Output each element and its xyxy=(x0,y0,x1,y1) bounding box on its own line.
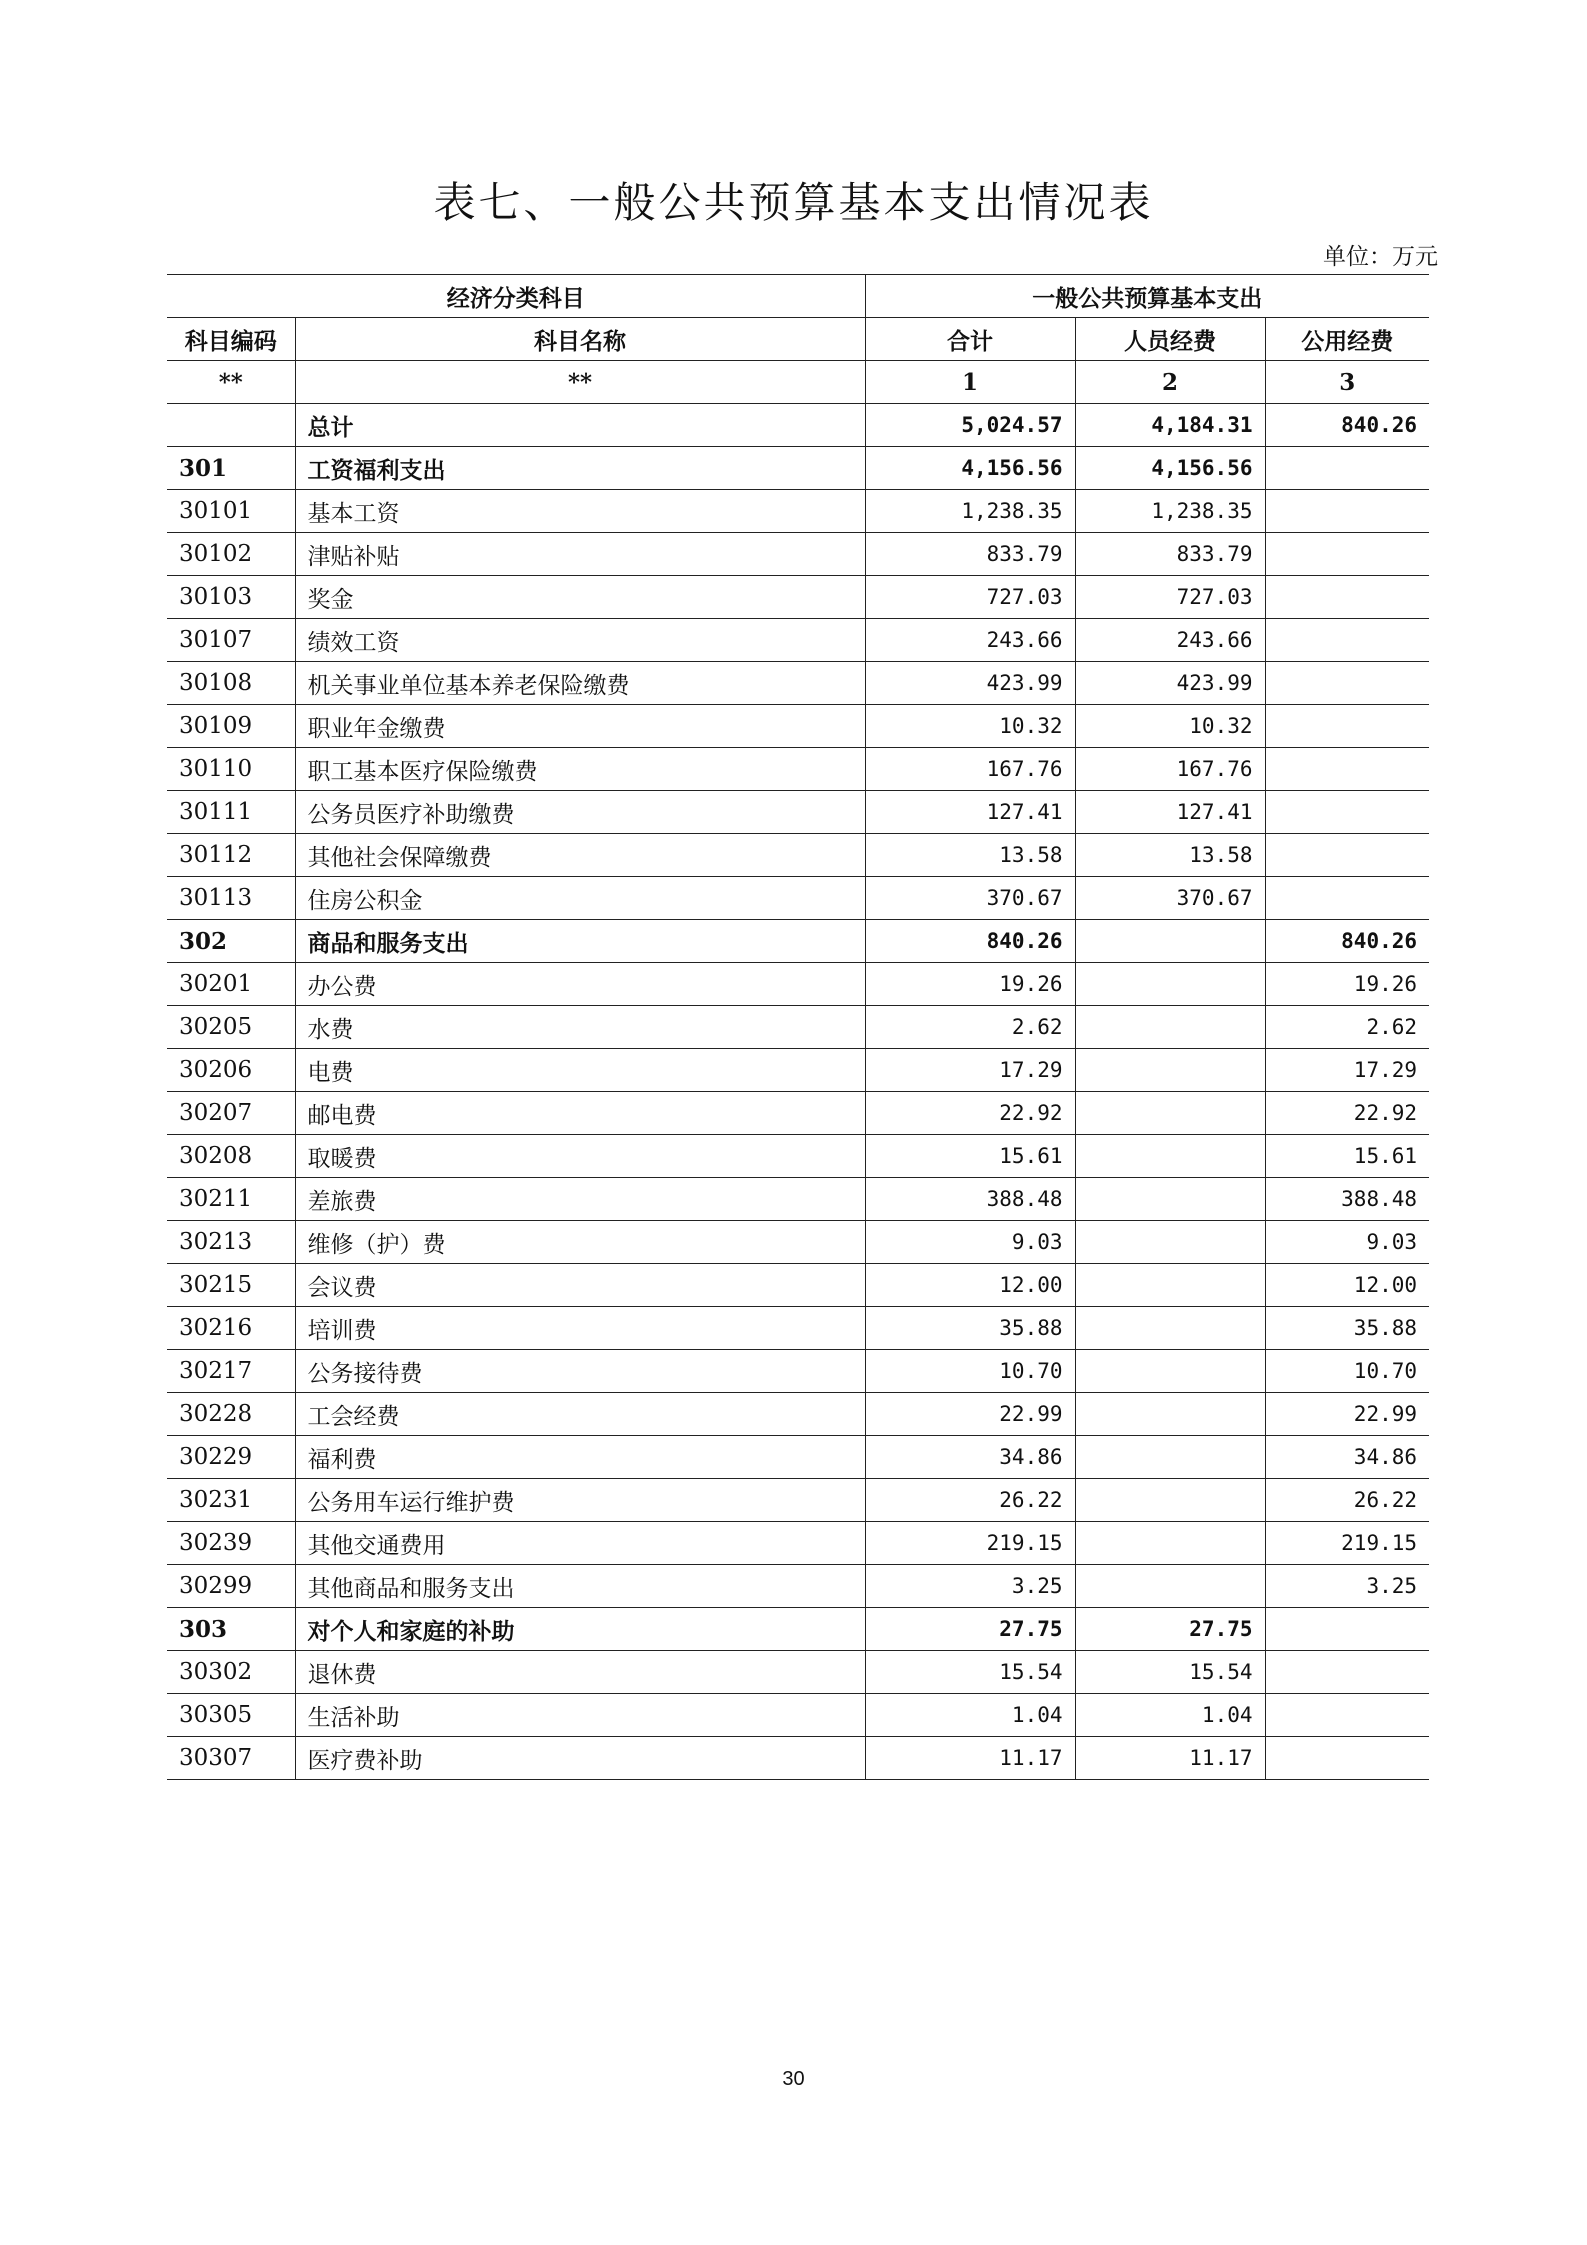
cell-code: 30215 xyxy=(167,1264,295,1307)
cell-total: 9.03 xyxy=(865,1221,1075,1264)
table-row xyxy=(167,404,1429,447)
table-row xyxy=(167,1608,1429,1651)
index-cell: ** xyxy=(295,361,865,404)
cell-total: 833.79 xyxy=(865,533,1075,576)
cell-name: 取暖费 xyxy=(295,1135,865,1178)
cell-name: 生活补助 xyxy=(295,1694,865,1737)
cell-code: 30229 xyxy=(167,1436,295,1479)
cell-public xyxy=(1265,1608,1429,1651)
cell-name: 医疗费补助 xyxy=(295,1737,865,1780)
cell-public: 12.00 xyxy=(1265,1264,1429,1307)
cell-total: 5,024.57 xyxy=(865,404,1075,447)
cell-total: 219.15 xyxy=(865,1522,1075,1565)
header-name: 科目名称 xyxy=(295,318,865,361)
cell-personnel: 10.32 xyxy=(1075,705,1265,748)
table-row xyxy=(167,1565,1429,1608)
cell-public xyxy=(1265,1694,1429,1737)
cell-personnel xyxy=(1075,1436,1265,1479)
cell-personnel: 423.99 xyxy=(1075,662,1265,705)
cell-public xyxy=(1265,1737,1429,1780)
cell-public: 26.22 xyxy=(1265,1479,1429,1522)
cell-name: 职工基本医疗保险缴费 xyxy=(295,748,865,791)
cell-total: 15.61 xyxy=(865,1135,1075,1178)
cell-public: 840.26 xyxy=(1265,920,1429,963)
cell-code: 30110 xyxy=(167,748,295,791)
cell-public xyxy=(1265,877,1429,920)
cell-code: 30102 xyxy=(167,533,295,576)
table-row xyxy=(167,1092,1429,1135)
cell-code: 30231 xyxy=(167,1479,295,1522)
cell-public xyxy=(1265,834,1429,877)
cell-code: 30101 xyxy=(167,490,295,533)
cell-total: 26.22 xyxy=(865,1479,1075,1522)
cell-personnel: 11.17 xyxy=(1075,1737,1265,1780)
cell-name: 维修（护）费 xyxy=(295,1221,865,1264)
table-row xyxy=(167,1006,1429,1049)
table-row xyxy=(167,447,1429,490)
cell-name: 商品和服务支出 xyxy=(295,920,865,963)
cell-personnel: 4,156.56 xyxy=(1075,447,1265,490)
cell-public xyxy=(1265,490,1429,533)
header-code: 科目编码 xyxy=(167,318,295,361)
cell-personnel: 370.67 xyxy=(1075,877,1265,920)
index-cell: 2 xyxy=(1075,361,1265,404)
table-row xyxy=(167,533,1429,576)
cell-name: 差旅费 xyxy=(295,1178,865,1221)
cell-personnel: 167.76 xyxy=(1075,748,1265,791)
table-row xyxy=(167,490,1429,533)
cell-personnel xyxy=(1075,1264,1265,1307)
table-row xyxy=(167,963,1429,1006)
cell-name: 机关事业单位基本养老保险缴费 xyxy=(295,662,865,705)
cell-name: 福利费 xyxy=(295,1436,865,1479)
cell-total: 243.66 xyxy=(865,619,1075,662)
cell-public xyxy=(1265,791,1429,834)
cell-name: 基本工资 xyxy=(295,490,865,533)
cell-code: 30302 xyxy=(167,1651,295,1694)
cell-total: 1,238.35 xyxy=(865,490,1075,533)
cell-total: 3.25 xyxy=(865,1565,1075,1608)
table-row xyxy=(167,920,1429,963)
table-row xyxy=(167,705,1429,748)
table-row xyxy=(167,834,1429,877)
cell-name: 公务员医疗补助缴费 xyxy=(295,791,865,834)
cell-public: 22.92 xyxy=(1265,1092,1429,1135)
cell-personnel xyxy=(1075,1350,1265,1393)
cell-total: 12.00 xyxy=(865,1264,1075,1307)
index-cell: 3 xyxy=(1265,361,1429,404)
cell-code: 30239 xyxy=(167,1522,295,1565)
table-row xyxy=(167,1737,1429,1780)
cell-public: 2.62 xyxy=(1265,1006,1429,1049)
cell-code: 30228 xyxy=(167,1393,295,1436)
header-general-budget-expenditure: 一般公共预算基本支出 xyxy=(865,275,1429,318)
cell-public: 9.03 xyxy=(1265,1221,1429,1264)
cell-total: 10.32 xyxy=(865,705,1075,748)
cell-name: 公务用车运行维护费 xyxy=(295,1479,865,1522)
cell-public: 22.99 xyxy=(1265,1393,1429,1436)
cell-name: 绩效工资 xyxy=(295,619,865,662)
cell-code: 30211 xyxy=(167,1178,295,1221)
cell-name: 其他社会保障缴费 xyxy=(295,834,865,877)
header-total: 合计 xyxy=(865,318,1075,361)
cell-public: 34.86 xyxy=(1265,1436,1429,1479)
cell-personnel: 243.66 xyxy=(1075,619,1265,662)
cell-code: 303 xyxy=(167,1608,295,1651)
cell-code: 30103 xyxy=(167,576,295,619)
cell-total: 11.17 xyxy=(865,1737,1075,1780)
cell-name: 职业年金缴费 xyxy=(295,705,865,748)
cell-public: 219.15 xyxy=(1265,1522,1429,1565)
cell-total: 22.99 xyxy=(865,1393,1075,1436)
cell-total: 15.54 xyxy=(865,1651,1075,1694)
cell-public xyxy=(1265,662,1429,705)
cell-public xyxy=(1265,576,1429,619)
cell-public: 10.70 xyxy=(1265,1350,1429,1393)
cell-code: 30305 xyxy=(167,1694,295,1737)
cell-total: 727.03 xyxy=(865,576,1075,619)
table-row xyxy=(167,576,1429,619)
table-row xyxy=(167,748,1429,791)
cell-personnel: 1,238.35 xyxy=(1075,490,1265,533)
cell-total: 22.92 xyxy=(865,1092,1075,1135)
cell-name: 会议费 xyxy=(295,1264,865,1307)
header-column-row xyxy=(167,318,1429,361)
cell-total: 35.88 xyxy=(865,1307,1075,1350)
cell-personnel: 727.03 xyxy=(1075,576,1265,619)
cell-total: 4,156.56 xyxy=(865,447,1075,490)
cell-name: 邮电费 xyxy=(295,1092,865,1135)
cell-total: 370.67 xyxy=(865,877,1075,920)
table-row xyxy=(167,1479,1429,1522)
cell-code: 30109 xyxy=(167,705,295,748)
table-row xyxy=(167,1436,1429,1479)
page-number: 30 xyxy=(782,2068,805,2090)
cell-personnel: 27.75 xyxy=(1075,1608,1265,1651)
cell-personnel xyxy=(1075,1393,1265,1436)
cell-name: 培训费 xyxy=(295,1307,865,1350)
index-cell: 1 xyxy=(865,361,1075,404)
cell-personnel xyxy=(1075,1522,1265,1565)
table-row xyxy=(167,1135,1429,1178)
cell-code: 302 xyxy=(167,920,295,963)
table-row xyxy=(167,1350,1429,1393)
cell-name: 总计 xyxy=(295,404,865,447)
cell-public xyxy=(1265,619,1429,662)
table-row xyxy=(167,619,1429,662)
cell-name: 津贴补贴 xyxy=(295,533,865,576)
header-group-row xyxy=(167,275,1429,318)
cell-personnel xyxy=(1075,1307,1265,1350)
table-row xyxy=(167,1049,1429,1092)
cell-total: 167.76 xyxy=(865,748,1075,791)
cell-personnel xyxy=(1075,920,1265,963)
cell-name: 奖金 xyxy=(295,576,865,619)
cell-personnel: 15.54 xyxy=(1075,1651,1265,1694)
cell-name: 其他商品和服务支出 xyxy=(295,1565,865,1608)
cell-code: 30216 xyxy=(167,1307,295,1350)
cell-total: 1.04 xyxy=(865,1694,1075,1737)
table-row xyxy=(167,1393,1429,1436)
cell-code: 30207 xyxy=(167,1092,295,1135)
cell-public xyxy=(1265,748,1429,791)
cell-total: 423.99 xyxy=(865,662,1075,705)
header-personnel: 人员经费 xyxy=(1075,318,1265,361)
cell-name: 公务接待费 xyxy=(295,1350,865,1393)
table-body xyxy=(167,404,1429,1780)
cell-total: 17.29 xyxy=(865,1049,1075,1092)
cell-code: 301 xyxy=(167,447,295,490)
cell-code: 30201 xyxy=(167,963,295,1006)
cell-personnel xyxy=(1075,1049,1265,1092)
cell-public: 840.26 xyxy=(1265,404,1429,447)
cell-public: 388.48 xyxy=(1265,1178,1429,1221)
cell-name: 退休费 xyxy=(295,1651,865,1694)
cell-code xyxy=(167,404,295,447)
table-row xyxy=(167,1651,1429,1694)
cell-code: 30107 xyxy=(167,619,295,662)
cell-total: 34.86 xyxy=(865,1436,1075,1479)
cell-public: 19.26 xyxy=(1265,963,1429,1006)
cell-total: 10.70 xyxy=(865,1350,1075,1393)
cell-public: 15.61 xyxy=(1265,1135,1429,1178)
cell-name: 对个人和家庭的补助 xyxy=(295,1608,865,1651)
page-title: 表七、一般公共预算基本支出情况表 xyxy=(433,178,1154,227)
cell-code: 30213 xyxy=(167,1221,295,1264)
cell-personnel xyxy=(1075,1006,1265,1049)
table-row xyxy=(167,1178,1429,1221)
cell-personnel xyxy=(1075,1135,1265,1178)
cell-code: 30208 xyxy=(167,1135,295,1178)
cell-code: 30217 xyxy=(167,1350,295,1393)
index-row xyxy=(167,361,1429,404)
cell-name: 工会经费 xyxy=(295,1393,865,1436)
cell-code: 30307 xyxy=(167,1737,295,1780)
cell-personnel: 4,184.31 xyxy=(1075,404,1265,447)
cell-personnel xyxy=(1075,1479,1265,1522)
cell-public: 17.29 xyxy=(1265,1049,1429,1092)
cell-personnel: 1.04 xyxy=(1075,1694,1265,1737)
table-row xyxy=(167,662,1429,705)
cell-personnel: 13.58 xyxy=(1075,834,1265,877)
cell-total: 127.41 xyxy=(865,791,1075,834)
index-cell: ** xyxy=(167,361,295,404)
table-row xyxy=(167,1221,1429,1264)
cell-code: 30206 xyxy=(167,1049,295,1092)
cell-name: 其他交通费用 xyxy=(295,1522,865,1565)
cell-public xyxy=(1265,1651,1429,1694)
cell-name: 办公费 xyxy=(295,963,865,1006)
cell-total: 2.62 xyxy=(865,1006,1075,1049)
table-row xyxy=(167,1264,1429,1307)
cell-name: 电费 xyxy=(295,1049,865,1092)
cell-personnel xyxy=(1075,963,1265,1006)
cell-personnel xyxy=(1075,1178,1265,1221)
cell-total: 840.26 xyxy=(865,920,1075,963)
table-row xyxy=(167,1307,1429,1350)
header-economic-classification: 经济分类科目 xyxy=(167,275,865,318)
cell-name: 水费 xyxy=(295,1006,865,1049)
table-row xyxy=(167,877,1429,920)
cell-public: 35.88 xyxy=(1265,1307,1429,1350)
cell-personnel xyxy=(1075,1221,1265,1264)
cell-public: 3.25 xyxy=(1265,1565,1429,1608)
expenditure-table xyxy=(167,274,1429,1780)
cell-personnel xyxy=(1075,1565,1265,1608)
cell-total: 19.26 xyxy=(865,963,1075,1006)
table-row xyxy=(167,1694,1429,1737)
cell-code: 30108 xyxy=(167,662,295,705)
cell-total: 27.75 xyxy=(865,1608,1075,1651)
cell-personnel xyxy=(1075,1092,1265,1135)
cell-code: 30299 xyxy=(167,1565,295,1608)
cell-public xyxy=(1265,447,1429,490)
cell-name: 工资福利支出 xyxy=(295,447,865,490)
cell-personnel: 127.41 xyxy=(1075,791,1265,834)
unit-label: 单位：万元 xyxy=(1323,244,1438,270)
table-row xyxy=(167,1522,1429,1565)
cell-code: 30205 xyxy=(167,1006,295,1049)
cell-code: 30112 xyxy=(167,834,295,877)
cell-code: 30111 xyxy=(167,791,295,834)
header-public: 公用经费 xyxy=(1265,318,1429,361)
cell-code: 30113 xyxy=(167,877,295,920)
cell-total: 13.58 xyxy=(865,834,1075,877)
cell-name: 住房公积金 xyxy=(295,877,865,920)
table-row xyxy=(167,791,1429,834)
cell-personnel: 833.79 xyxy=(1075,533,1265,576)
cell-public xyxy=(1265,705,1429,748)
cell-public xyxy=(1265,533,1429,576)
cell-total: 388.48 xyxy=(865,1178,1075,1221)
